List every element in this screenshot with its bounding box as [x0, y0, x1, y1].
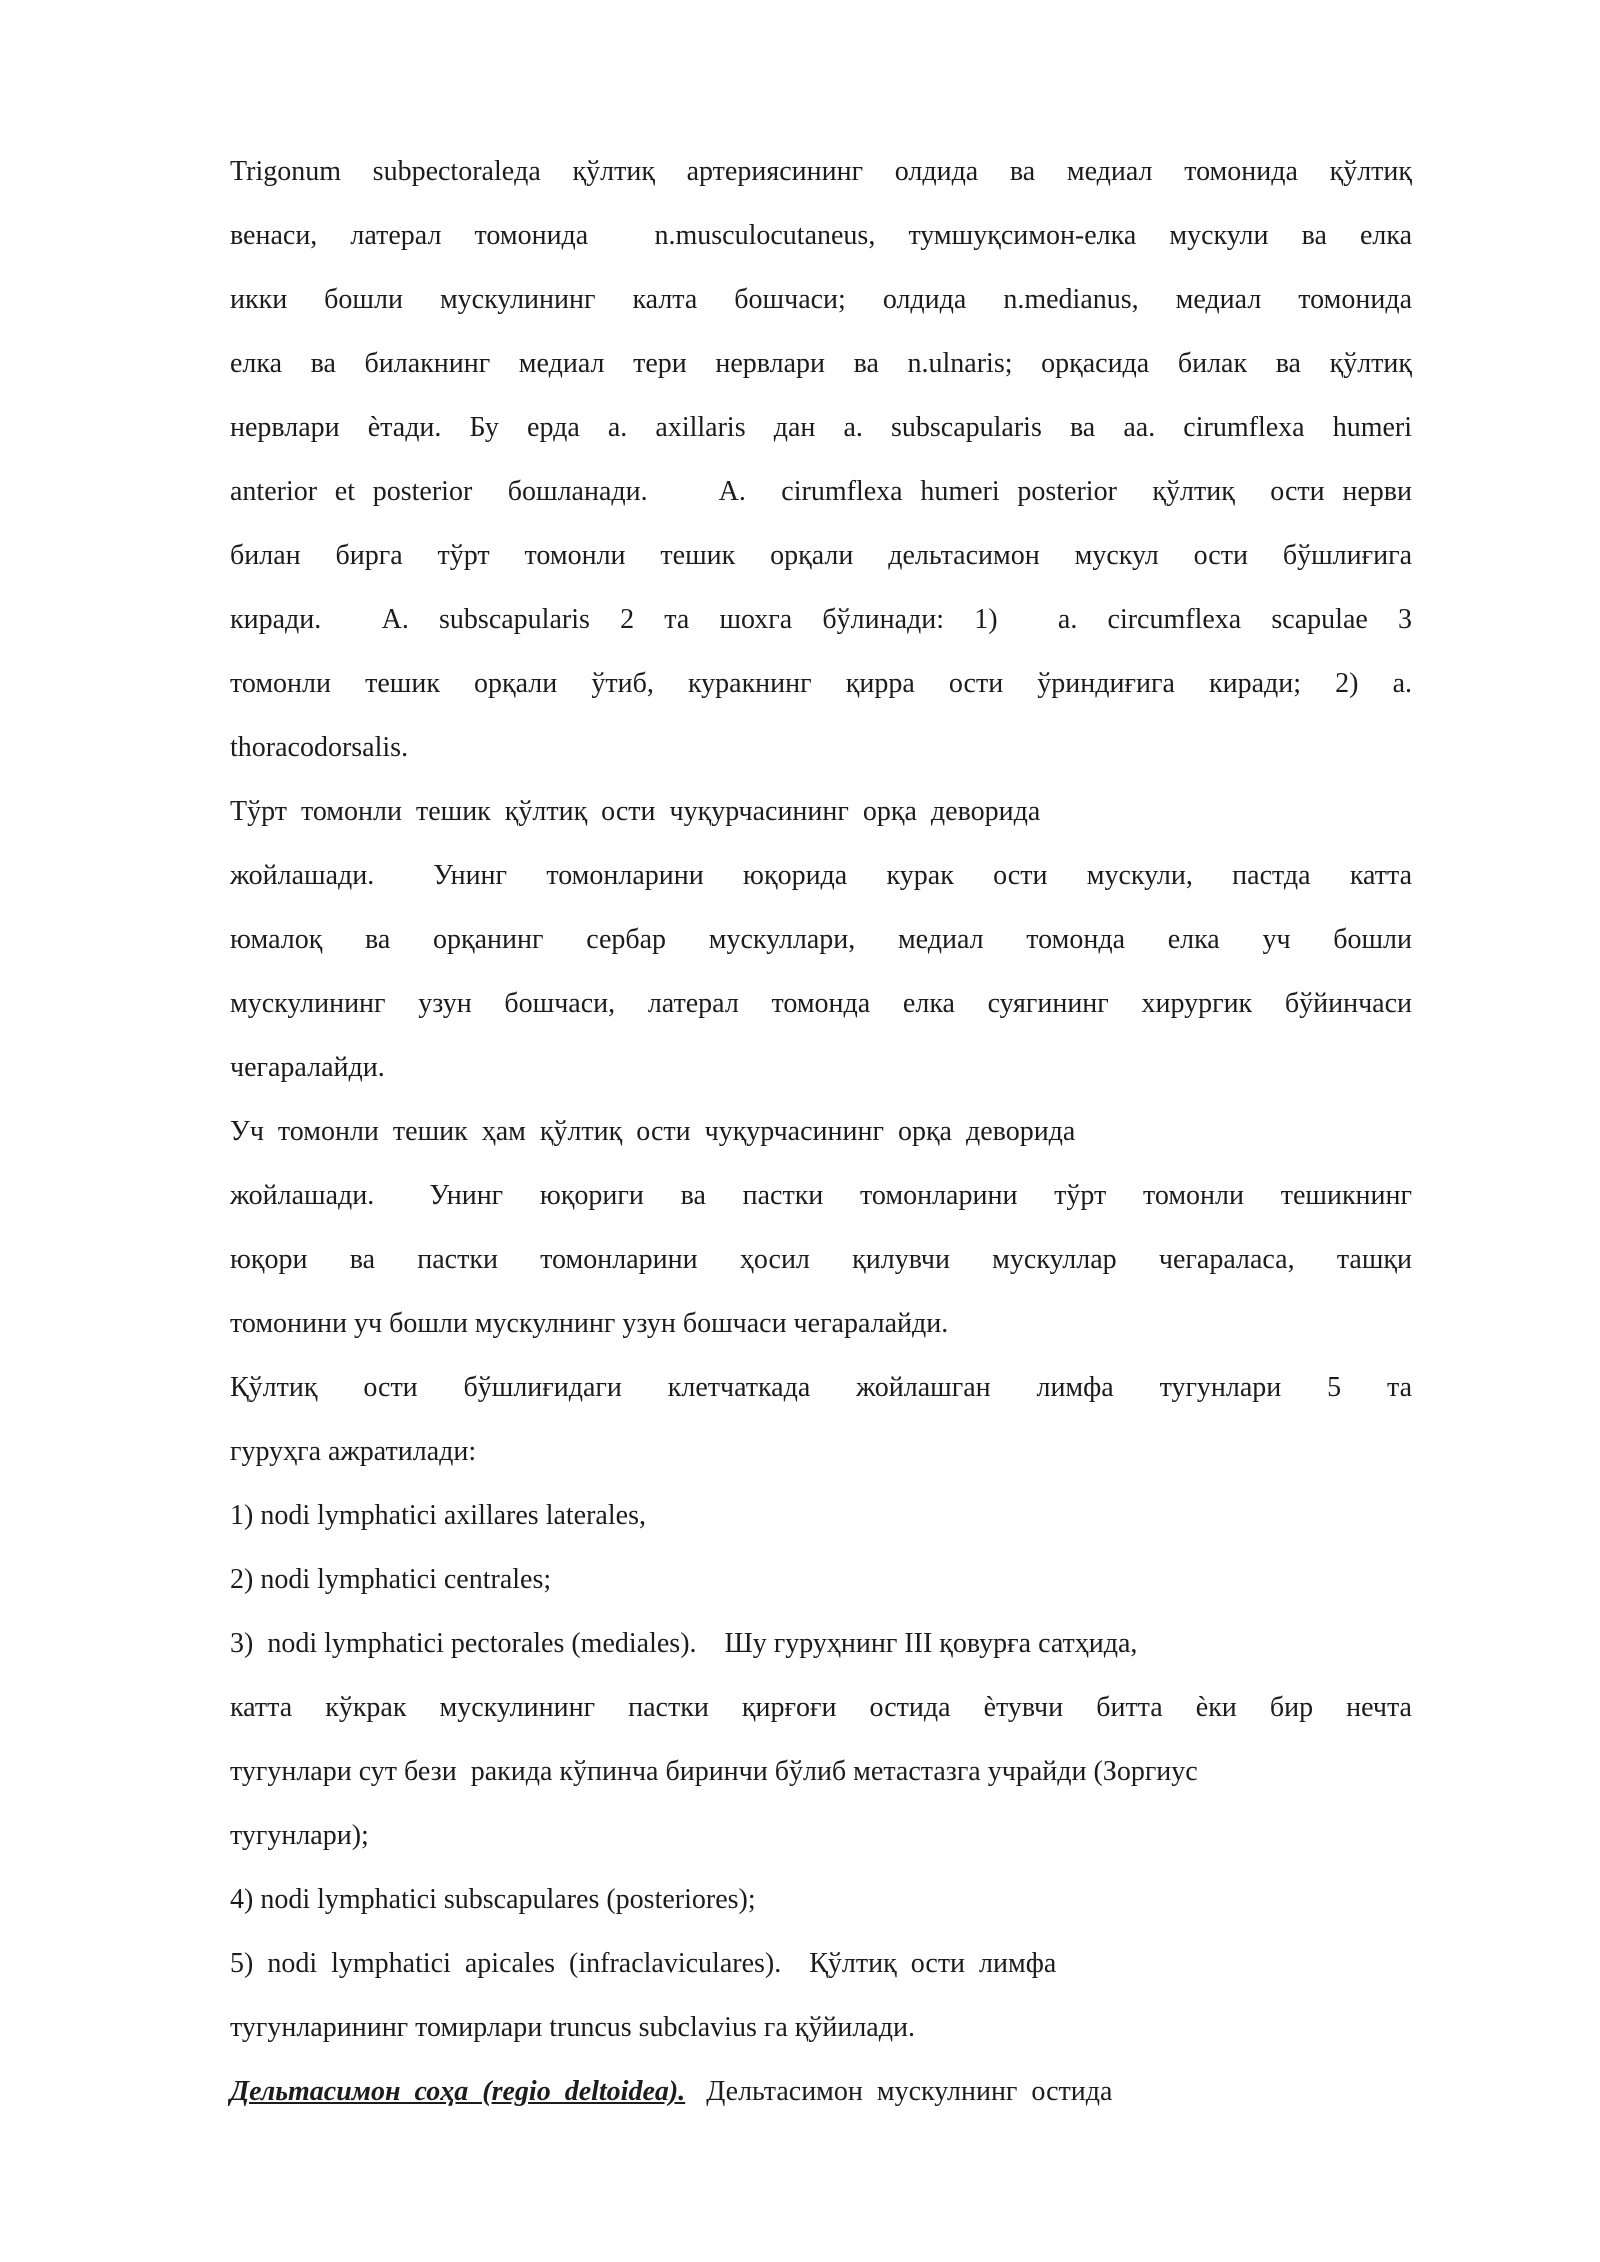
text-line: Қўлтиқ ости бўшлиғидаги клетчаткада жойлашган лимфа тугунлари 5 та — [230, 1372, 1412, 1403]
text-line: тугунларининг томирлари truncus subclavius га қўйилади. — [230, 2012, 915, 2043]
text-line: гуруҳга ажратилади: — [230, 1436, 477, 1467]
text-line: юқори ва пастки томонларини ҳосил қилувчи мускуллар чегараласа, ташқи — [230, 1244, 1412, 1275]
text-line: нервлари ѐтади. Бу ерда a. axillaris дан a. subscapularis ва aa. cirumflexa humeri — [230, 412, 1412, 443]
text-line: киради. A. subscapularis 2 та шохга бўлинади: 1) a. circumflexa scapulae 3 — [230, 604, 1412, 635]
list-item: 1) nodi lymphatici axillares laterales, — [230, 1500, 646, 1531]
text-line: тугунлари сут бези ракида кўпинча биринчи бўлиб метастазга учрайди (Зоргиус — [230, 1756, 1198, 1787]
list-item: 3) nodi lymphatici pectorales (mediales). Шу гуруҳнинг III қовурға сатҳида, — [230, 1628, 1138, 1659]
text-line: anterior et posterior бошланади. A. cirumflexa humeri posterior қўлтиқ ости нерви — [230, 476, 1412, 507]
text-line: томонли тешик орқали ўтиб, куракнинг қирра ости ўриндиғига киради; 2) a. — [230, 668, 1412, 699]
text-line: жойлашади. Унинг томонларини юқорида курак ости мускули, пастда катта — [230, 860, 1412, 891]
text-line: thoracodorsalis. — [230, 732, 409, 763]
section-text: Дельтасимон мускулнинг остида — [685, 2076, 1113, 2107]
text-line: жойлашади. Унинг юқориги ва пастки томонларини тўрт томонли тешикнинг — [230, 1180, 1412, 1211]
list-item: 4) nodi lymphatici subscapulares (posteriores); — [230, 1884, 756, 1915]
section-heading-line — [230, 2074, 1112, 2110]
text-line: билан бирга тўрт томонли тешик орқали дельтасимон мускул ости бўшлиғига — [230, 540, 1412, 571]
text-line: венаси, латерал томонида n.musculocutaneus, тумшуқсимон-елка мускули ва елка — [230, 220, 1412, 251]
text-line: катта кўкрак мускулининг пастки қирғоғи остида ѐтувчи битта ѐки бир нечта — [230, 1692, 1412, 1723]
list-item: 2) nodi lymphatici centrales; — [230, 1564, 552, 1595]
section-title: Дельтасимон соҳа (regio deltoidea). — [230, 2076, 686, 2107]
text-line: мускулининг узун бошчаси, латерал томонда елка суягининг хирургик бўйинчаси — [230, 988, 1412, 1019]
list-item: 5) nodi lymphatici apicales (infraclaviculares). Қўлтиқ ости лимфа — [230, 1948, 1057, 1979]
text-line: Тўрт томонли тешик қўлтиқ ости чуқурчасининг орқа деворида — [230, 796, 1041, 827]
text-line: чегаралайди. — [230, 1052, 385, 1083]
text-line: елка ва билакнинг медиал тери нервлари ва n.ulnaris; орқасида билак ва қўлтиқ — [230, 348, 1412, 379]
text-line: Trigonum subpectoraleда қўлтиқ артериясининг олдида ва медиал томонида қўлтиқ — [230, 156, 1412, 187]
text-line: юмалоқ ва орқанинг сербар мускуллари, медиал томонда елка уч бошли — [230, 924, 1412, 955]
text-line: Уч томонли тешик ҳам қўлтиқ ости чуқурчасининг орқа деворида — [230, 1116, 1076, 1147]
text-line: тугунлари); — [230, 1820, 369, 1851]
text-line: икки бошли мускулининг калта бошчаси; олдида n.medianus, медиал томонида — [230, 284, 1412, 315]
text-line: томонини уч бошли мускулнинг узун бошчаси чегаралайди. — [230, 1308, 949, 1339]
